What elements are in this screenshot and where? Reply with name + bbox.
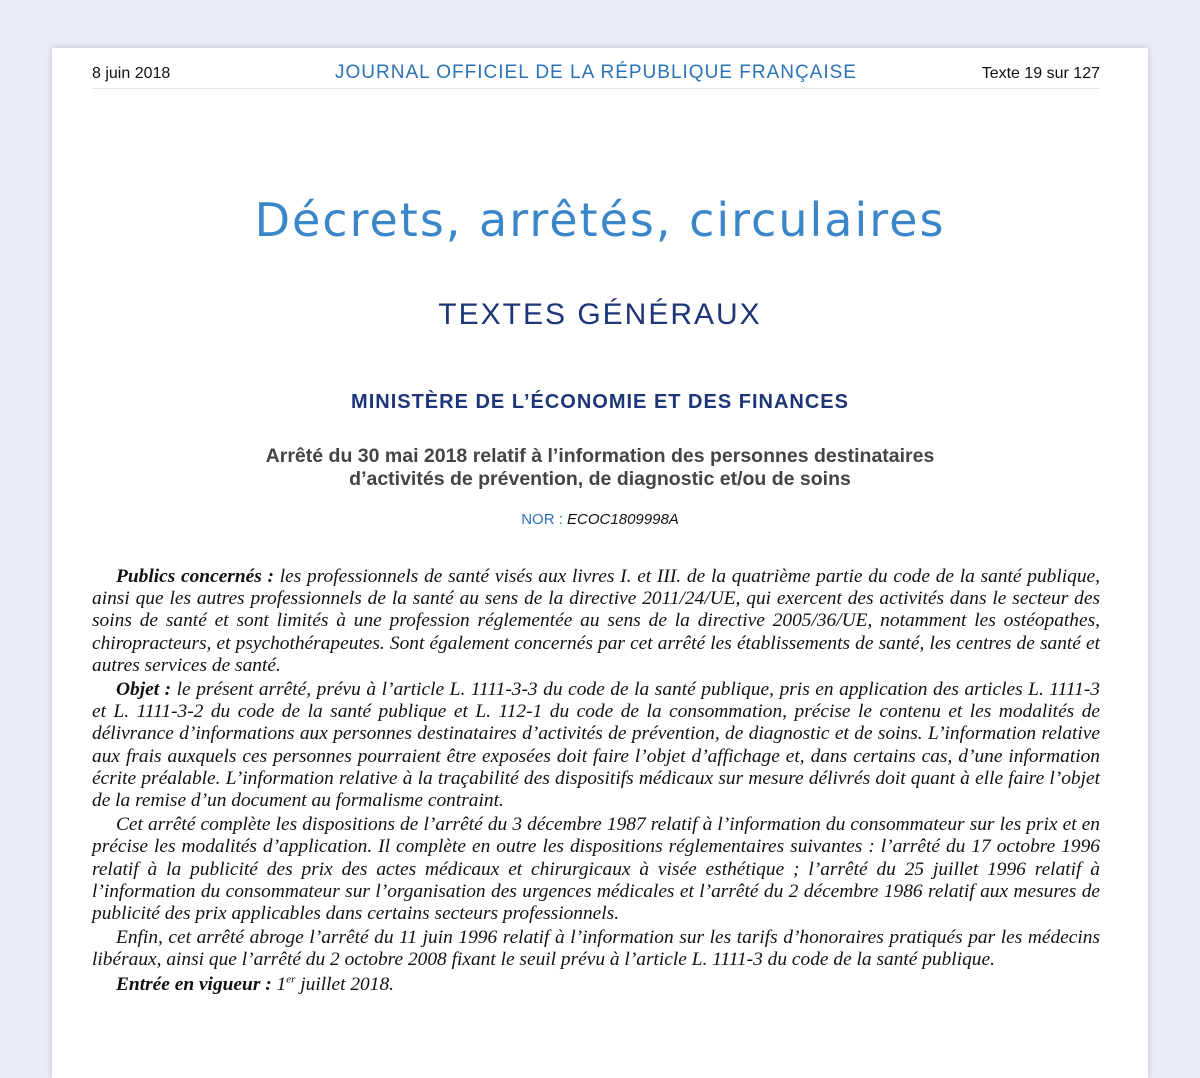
publics-label: Publics concernés : <box>116 566 274 587</box>
entree-day: 1 <box>276 973 287 995</box>
objet-label: Objet : <box>116 679 172 701</box>
page-header <box>92 62 1100 89</box>
entree-rest: juillet 2018. <box>300 973 394 995</box>
journal-name: JOURNAL OFFICIEL DE LA RÉPUBLIQUE FRANÇAISE <box>335 62 857 83</box>
paragraph-abroge: Enfin, cet arrêté abroge l’arrêté du 11 juin 1996 relatif à l’information sur les tarifs d’honoraires pratiqués par les médecins libéraux, ainsi que l’arrêté du 2 octobre 2008 fixant le seuil prévu à l’article L. 1111-3 du code de la santé publique. <box>92 927 1100 971</box>
nor-reference <box>52 511 1148 528</box>
publics-text: les professionnels de santé visés aux livres I. et III. de la quatrième partie du code de la santé publique, ainsi que les autres professionnels de la santé au sens de la directive 2011/24/UE, qui exercent des activités dans le secteur des soins de santé et sont limités à une profession réglementée au sens de la directive 2005/36/UE, notamment les ostéopathes, chiropracteurs, et psychothérapeutes. Sont également concernés par cet arrêté les établissements de santé, les centres de santé et autres services de santé. <box>92 566 1100 676</box>
entree-sup: er <box>286 973 296 986</box>
publication-date: 8 juin 2018 <box>92 65 171 82</box>
ministry-heading: MINISTÈRE DE L’ÉCONOMIE ET DES FINANCES <box>351 391 849 413</box>
nor-label: NOR : <box>521 511 563 528</box>
texte-counter: Texte 19 sur 127 <box>981 65 1100 82</box>
decree-title-line-1: Arrêté du 30 mai 2018 relatif à l’information des personnes destinataires <box>265 445 935 467</box>
nor-code: ECOC1809998A <box>567 511 679 528</box>
decree-title-line-2: d’activités de prévention, de diagnostic et/ou de soins <box>349 468 851 490</box>
paragraph-complete: Cet arrêté complète les dispositions de l’arrêté du 3 décembre 1987 relatif à l’information du consommateur sur les prix et en précise les modalités d’application. Il complète en outre les dispositions réglementaires suivantes : l’arrêté du 17 octobre 1996 relatif à la publicité des prix des actes médicaux et chirurgicaux à visée esthétique ; l’arrêté du 25 juillet 1996 relatif à l’information du consommateur sur l’organisation des urgences médicales et l’arrêté du 2 décembre 1986 relatif aux mesures de publicité des prix applicables dans certains secteurs professionnels. <box>92 814 1100 925</box>
paragraph-publics <box>92 566 1100 677</box>
section-subtitle: TEXTES GÉNÉRAUX <box>438 298 762 331</box>
objet-text: le présent arrêté, prévu à l’article L. 1111-3-3 du code de la santé publique, pris en application des articles L. 1111-3 et L. 1111-3-2 du code de la santé publique et L. 112-1 du code de la consommation, précise le contenu et les modalités de délivrance d’informations aux personnes destinataires d’activités de prévention, de diagnostic et de soins. L’information relative aux frais auxquels ces personnes pourraient être exposées doit faire l’objet d’affichage et, dans certains cas, d’une information écrite préalable. L’information relative à la traçabilité des dispositifs médicaux sur mesure délivrés doit quant à elle faire l’objet de la remise d’un document au formalisme contraint. <box>92 679 1100 812</box>
entree-label: Entrée en vigueur : <box>116 973 272 995</box>
document-body <box>92 566 1100 998</box>
decree-title <box>52 445 1148 491</box>
paragraph-entree <box>92 974 1100 996</box>
document-page <box>52 48 1148 1078</box>
paragraph-objet <box>92 679 1100 812</box>
section-title: Décrets, arrêtés, circulaires <box>254 193 946 247</box>
